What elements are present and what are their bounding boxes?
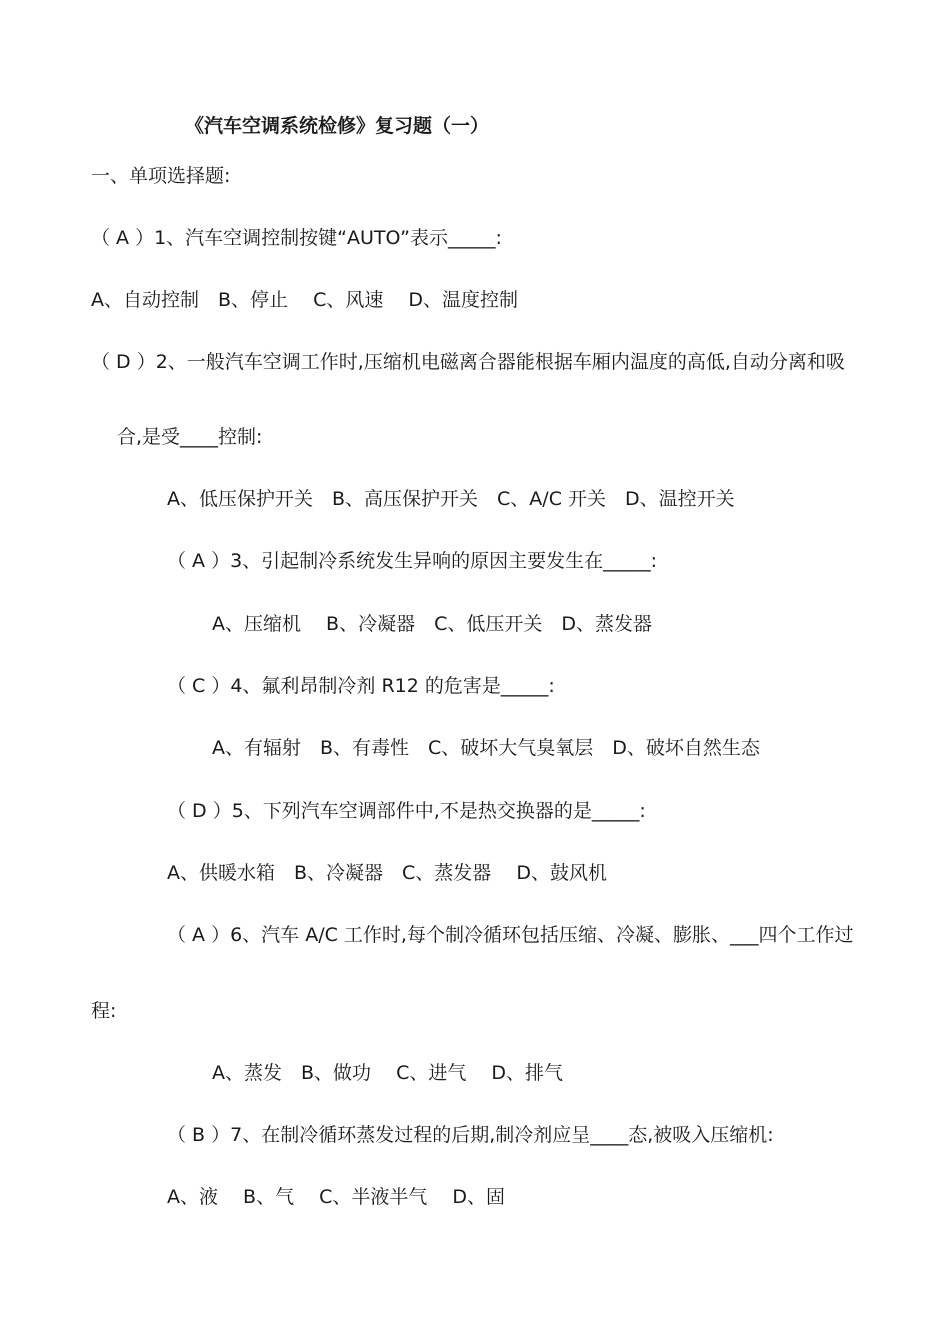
question-1: （ A ）1、汽车空调控制按键“AUTO”表示_____: bbox=[91, 227, 502, 249]
question-4: （ C ）4、氟利昂制冷剂 R12 的危害是_____: bbox=[167, 675, 555, 697]
question-5-options: A、供暖水箱 B、冷凝器 C、蒸发器 D、鼓风机 bbox=[167, 862, 607, 884]
question-6-continuation: 程: bbox=[91, 1000, 117, 1022]
question-2: （ D ）2、一般汽车空调工作时,压缩机电磁离合器能根据车厢内温度的高低,自动分离和吸 bbox=[91, 351, 845, 373]
question-4-options: A、有辐射 B、有毒性 C、破坏大气臭氧层 D、破坏自然生态 bbox=[212, 737, 760, 759]
question-2-options: A、低压保护开关 B、高压保护开关 C、A/C 开关 D、温控开关 bbox=[167, 488, 735, 510]
doc-title: 《汽车空调系统检修》复习题（一） bbox=[185, 115, 490, 137]
question-1-options: A、自动控制 B、停止 C、风速 D、温度控制 bbox=[91, 289, 519, 311]
question-3: （ A ）3、引起制冷系统发生异响的原因主要发生在_____: bbox=[167, 550, 658, 572]
question-2-continuation: 合,是受____控制: bbox=[117, 426, 263, 448]
section-heading: 一、单项选择题: bbox=[91, 165, 231, 187]
question-3-options: A、压缩机 B、冷凝器 C、低压开关 D、蒸发器 bbox=[212, 613, 652, 635]
question-7: （ B ）7、在制冷循环蒸发过程的后期,制冷剂应呈____态,被吸入压缩机: bbox=[167, 1124, 774, 1146]
question-6-options: A、蒸发 B、做功 C、进气 D、排气 bbox=[212, 1062, 564, 1084]
question-7-options: A、液 B、气 C、半液半气 D、固 bbox=[167, 1186, 506, 1208]
question-5: （ D ）5、下列汽车空调部件中,不是热交换器的是_____: bbox=[167, 800, 646, 822]
question-6: （ A ）6、汽车 A/C 工作时,每个制冷循环包括压缩、冷凝、膨胀、___四个工作过 bbox=[167, 924, 854, 946]
